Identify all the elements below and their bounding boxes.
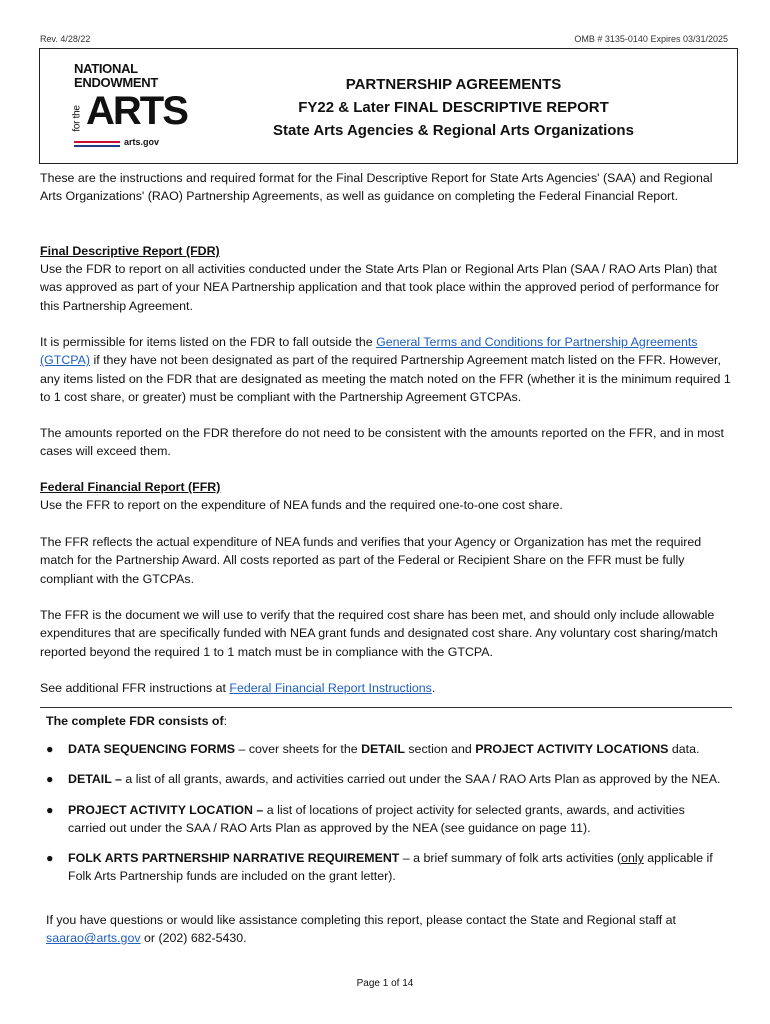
logo-national: NATIONAL [74, 61, 138, 76]
fdr-paragraph-3: The amounts reported on the FDR therefore do not need to be consistent with the amounts reported on the FFR, and in most cases will exceed them. [40, 426, 724, 459]
item-text: – cover sheets for the [235, 742, 362, 756]
title-final-descriptive-report: FY22 & Later FINAL DESCRIPTIVE REPORT [298, 99, 609, 116]
item-text: data. [668, 742, 700, 756]
contact-after: or (202) 682-5430. [140, 931, 247, 946]
ffr-paragraph-1: Use the FFR to report on the expenditure of NEA funds and the required one-to-one cost share. [40, 498, 563, 512]
bullet-icon: ● [46, 851, 54, 866]
revision-date: Rev. 4/28/22 [40, 34, 91, 44]
logo-url: arts.gov [124, 137, 160, 147]
list-item [44, 849, 724, 886]
ffr-p4-after: . [431, 681, 436, 695]
ffr-heading: Federal Financial Report (FFR) [40, 480, 221, 494]
item-text: section and [404, 742, 476, 756]
logo-arts: ARTS [86, 89, 187, 133]
bullet-icon: ● [46, 802, 54, 817]
ffr-paragraph-3: The FFR is the document we will use to verify that the required cost share has been met, and should only include allowable expenditures that are specifically funded with NEA grant funds and designated cost share. Any voluntary cost sharing/match reported beyond the required 1 to 1 match must be in compliance with the GTCPA. [40, 608, 718, 659]
item-text: a list of all grants, awards, and activities carried out under the SAA / RAO Arts Plan as approved by the NEA. [121, 772, 721, 787]
page-number: Page 1 of 14 [356, 978, 414, 989]
item-underline: only [621, 851, 644, 866]
item-bold: PROJECT ACTIVITY LOCATIONS [475, 742, 669, 756]
title-partnership-agreements: PARTNERSHIP AGREEMENTS [345, 76, 562, 93]
consists-heading-text: The complete FDR consists of [46, 714, 224, 728]
ffr-paragraph-2: The FFR reflects the actual expenditure of NEA funds and verifies that your Agency or Organization has met the required match for the Partnership Award. All costs reported as part of the Federal or Recipient Share on the FFR must be fully compliant with the GTCPAs. [40, 535, 702, 586]
fdr-p2-after: if they have not been designated as part of the required Partnership Agreement match listed on the FFR. However, any items listed on the FDR that are designated as meeting the match noted on the FFR (whether it is the minimum required 1 to 1 cost share, or greater) must be compliant with the Partnership Agreement GTCPAs. [40, 353, 731, 404]
item-bold: DATA SEQUENCING FORMS [68, 742, 236, 756]
logo-red-stripe [74, 141, 120, 143]
logo-for-the: for the [71, 105, 83, 132]
ffr-instructions-link[interactable]: Federal Financial Report Instructions [229, 681, 432, 695]
ffr-p4-before: See additional FFR instructions at [40, 681, 230, 695]
item-bold: FOLK ARTS PARTNERSHIP NARRATIVE REQUIREMENT [68, 851, 400, 866]
omb-number: OMB # 3135-0140 Expires 03/31/2025 [574, 34, 728, 44]
bullet-icon: ● [46, 772, 54, 787]
section-divider [40, 707, 732, 708]
fdr-heading: Final Descriptive Report (FDR) [40, 244, 220, 258]
fdr-p2-before: It is permissible for items listed on the FDR to fall outside the [40, 335, 377, 349]
logo-blue-stripe [74, 145, 120, 147]
list-item [44, 740, 724, 758]
bullet-icon: ● [46, 742, 54, 756]
intro-paragraph: These are the instructions and required format for the Final Descriptive Report for State Arts Agencies' (SAA) and Regional Arts Organizations' (RAO) Partnership Agreements, as well as guidance on completing the Federal Financial Report. [40, 171, 713, 204]
item-bold: PROJECT ACTIVITY LOCATION – [68, 802, 264, 817]
header-box [39, 48, 738, 164]
consists-heading [46, 712, 738, 730]
document-titles [190, 73, 717, 142]
contact-before: If you have questions or would like assistance completing this report, please contact the State and Regional staff at [46, 913, 676, 927]
item-text: – a brief summary of folk arts activities ( [399, 851, 622, 866]
fdr-paragraph-1: Use the FDR to report on all activities conducted under the State Arts Plan or Regional Arts Plan (SAA / RAO Arts Plan) that was approved as part of your NEA Partnership application and that took place within the approved period of performance for this Partnership Agreement. [40, 262, 720, 313]
contact-email-link[interactable]: saarao@arts.gov [46, 931, 141, 946]
item-text: applicable if Folk Arts Partnership funds are included on the grant letter). [68, 851, 713, 884]
item-bold: DETAIL [361, 742, 405, 756]
title-agencies-organizations: State Arts Agencies & Regional Arts Organizations [273, 122, 634, 139]
gtcpa-link[interactable]: General Terms and Conditions for Partnership Agreements (GTCPA) [40, 335, 698, 368]
item-text: a list of locations of project activity for selected grants, awards, and activities carried out under the SAA / RAO Arts Plan as approved by the NEA (see guidance on page 11). [68, 802, 685, 835]
fdr-components-list [44, 740, 724, 898]
logo-endowment: ENDOWMENT [74, 75, 158, 90]
fdr-paragraph-2 [40, 333, 732, 406]
nea-logo [71, 61, 187, 151]
contact-paragraph [46, 911, 726, 948]
list-item [44, 770, 724, 788]
ffr-paragraph-4 [40, 679, 732, 697]
item-bold: DETAIL – [68, 772, 122, 787]
list-item [44, 801, 724, 838]
consists-colon: : [223, 714, 228, 728]
